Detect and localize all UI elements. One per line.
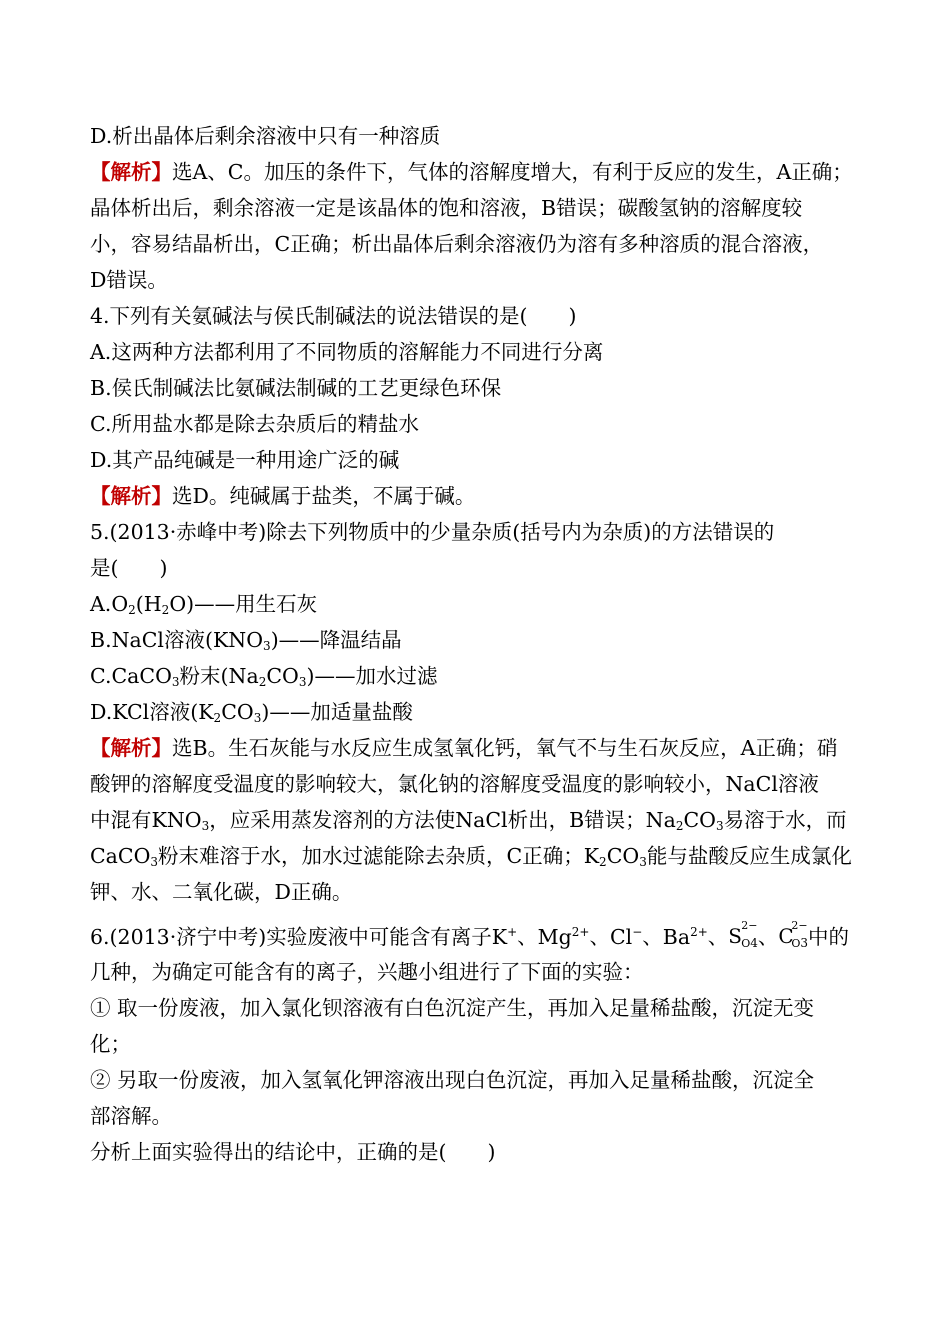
analysis-tag: 【解析】 [90,736,172,760]
q5-analysis-line-2: 酸钾的溶解度受温度的影响较大，氯化钠的溶解度受温度的影响较小，NaCl溶液 [90,772,819,796]
sulfate-ion: S 2− O [728,919,758,950]
q4-option-c: C.所用盐水都是除去杂质后的精盐水 [90,412,419,436]
q6-question: 分析上面实验得出的结论中，正确的是( ) [90,1140,496,1164]
q3-analysis-line-3: 小，容易结晶析出，C正确；析出晶体后剩余溶液仍为溶有多种溶质的混合溶液， [90,232,824,256]
q5-option-b: B.NaCl溶液$(KNO_3)——$降温结晶 [90,628,402,653]
analysis-tag: 【解析】 [90,484,172,508]
q5-option-a: $A.O_2(H_2O)——$用生石灰 [90,592,318,617]
q5-option-c: C.CaCO$_3$粉末$(Na_2CO_3)——$加水过滤 [90,664,438,689]
q3-analysis-line-1: 【解析】选A、C。加压的条件下，气体的溶解度增大，有利于反应的发生，A正确； [90,160,853,184]
q5-analysis-line-5: 钾、水、二氧化碳，D正确。 [90,880,353,904]
q4-analysis: 【解析】选D。纯碱属于盐类，不属于碱。 [90,484,476,508]
q6-step-1-line-1: ① 取一份废液，加入氯化钡溶液有白色沉淀产生，再加入足量稀盐酸，沉淀无变 [90,996,815,1020]
q6-stem-line-1: 6.(2013·济宁中考)实验废液中可能含有离子K+、$Mg^{2+}$、Cl−、$Ba^{2+}$、 S 2− O $_4$、 C 2− O $_3$中的 [90,919,850,950]
q6-step-1-line-2: 化； [90,1032,131,1056]
analysis-tag: 【解析】 [90,160,172,184]
q5-stem-line-1: 5.(2013·赤峰中考)除去下列物质中的少量杂质(括号内为杂质)的方法错误的 [90,520,775,544]
q4-option-d: D.其产品纯碱是一种用途广泛的碱 [90,448,400,472]
q3-analysis-line-2: 晶体析出后，剩余溶液一定是该晶体的饱和溶液，B错误；碳酸氢钠的溶解度较 [90,196,803,220]
q4-stem: 4.下列有关氨碱法与侯氏制碱法的说法错误的是( ) [90,304,577,328]
q5-analysis-line-4: CaCO$_3$粉末难溶于水，加水过滤能除去杂质，C正确；$K_2CO_3$能与盐酸反应生成氯化 [90,844,852,869]
q4-option-a: A.这两种方法都利用了不同物质的溶解能力不同进行分离 [90,340,604,364]
q5-stem-line-2: 是( ) [90,556,168,580]
q6-step-2-line-2: 部溶解。 [90,1104,172,1128]
q6-stem-line-2: 几种，为确定可能含有的离子，兴趣小组进行了下面的实验： [90,960,644,984]
q3-analysis-line-4: D错误。 [90,268,168,292]
q4-option-b: B.侯氏制碱法比氨碱法制碱的工艺更绿色环保 [90,376,502,400]
carbonate-ion: C 2− O [778,919,808,950]
q5-analysis-line-3: 中混有$KNO_3$，应采用蒸发溶剂的方法使NaCl析出，B错误；$Na_2CO_3$易溶于水，而 [90,808,847,833]
q3-option-d: D.析出晶体后剩余溶液中只有一种溶质 [90,124,441,148]
q5-analysis-line-1: 【解析】选B。生石灰能与水反应生成氢氧化钙，氧气不与生石灰反应，A正确；硝 [90,736,838,760]
q5-option-d: D.KCl溶液$(K_2CO_3)——$加适量盐酸 [90,700,413,725]
q6-step-2-line-1: ② 另取一份废液，加入氢氧化钾溶液出现白色沉淀，再加入足量稀盐酸，沉淀全 [90,1068,815,1092]
document-page [90,118,870,1170]
